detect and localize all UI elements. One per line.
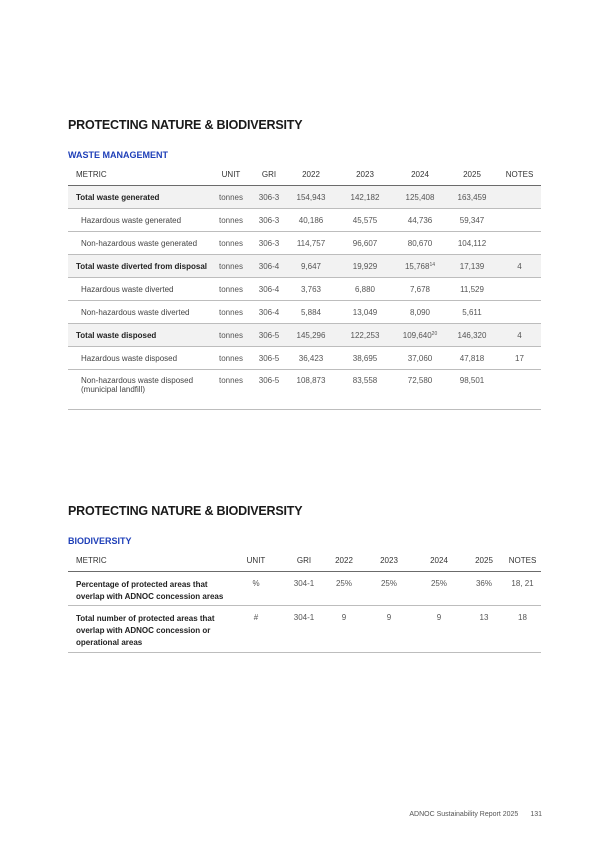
unit-cell-text: % — [252, 579, 260, 588]
value-2022-cell — [286, 255, 336, 278]
value-2023-cell — [336, 278, 394, 301]
gri-cell-text: 304-1 — [293, 579, 315, 588]
value-2023-cell — [336, 209, 394, 232]
value-2025-cell-text: 163,459 — [457, 192, 487, 202]
gri-cell-text: 306-3 — [258, 238, 280, 248]
metric-cell-text: Total waste disposed — [76, 330, 157, 340]
value-2024-cell-text: 44,736 — [407, 215, 433, 225]
metric-cell-text: Total waste diverted from disposal — [76, 261, 207, 271]
value-2024-cell-text: 72,580 — [407, 376, 433, 385]
value-2024-cell — [394, 278, 446, 301]
value-2024-cell — [394, 324, 446, 347]
unit-cell — [228, 606, 284, 653]
header-2023: 2023 — [364, 549, 414, 572]
value-2022-cell — [324, 606, 364, 653]
value-2023-cell — [336, 232, 394, 255]
gri-cell — [252, 347, 286, 370]
gri-cell-text: 306-3 — [258, 215, 280, 225]
unit-cell-text: tonnes — [218, 238, 244, 248]
value-2022-cell-text: 154,943 — [296, 192, 326, 202]
metric-cell-text: Total number of protected areas that overlap with ADNOC concession or operational areas — [76, 614, 215, 647]
value-2025-cell — [446, 370, 498, 410]
unit-cell — [228, 572, 284, 606]
unit-cell — [210, 301, 252, 324]
notes-cell — [498, 347, 541, 370]
notes-cell — [498, 301, 541, 324]
unit-cell-text: tonnes — [218, 353, 244, 363]
notes-cell-text: 18 — [518, 613, 527, 622]
value-2025-cell — [464, 572, 504, 606]
value-2025-cell-text: 47,818 — [459, 353, 485, 363]
value-2022-cell — [286, 347, 336, 370]
notes-cell-text: 4 — [517, 261, 522, 271]
metric-cell-text: Non-hazardous waste diverted — [81, 307, 190, 317]
value-2024-cell-text: 8,090 — [409, 307, 431, 317]
notes-cell — [498, 186, 541, 209]
gri-cell — [252, 232, 286, 255]
gri-cell-text: 306-4 — [258, 307, 280, 317]
value-2023-cell-text: 9 — [386, 613, 392, 622]
metric-cell-text: Percentage of protected areas that overlap with ADNOC concession areas — [76, 580, 224, 601]
notes-cell — [498, 209, 541, 232]
value-2022-cell-text: 25% — [335, 579, 352, 588]
value-2024-cell — [394, 347, 446, 370]
notes-cell — [498, 324, 541, 347]
metric-cell-text: Hazardous waste generated — [81, 215, 182, 225]
notes-cell-text: 18, 21 — [511, 579, 534, 588]
notes-cell — [498, 370, 541, 410]
unit-cell-text: tonnes — [218, 376, 244, 385]
header-2022: 2022 — [324, 549, 364, 572]
value-2023-cell-text: 45,575 — [352, 215, 378, 225]
header-2024: 2024 — [414, 549, 464, 572]
footnote-ref: 14 — [429, 261, 436, 268]
unit-cell-text: tonnes — [218, 215, 244, 225]
value-2024-cell — [414, 606, 464, 653]
table-row — [68, 232, 541, 255]
table-row — [68, 370, 541, 410]
unit-cell — [210, 347, 252, 370]
header-unit: UNIT — [210, 163, 252, 186]
header-2023: 2023 — [336, 163, 394, 186]
page-number: 131 — [530, 811, 542, 818]
table-row — [68, 278, 541, 301]
gri-cell — [284, 606, 324, 653]
metric-cell — [68, 255, 210, 278]
metric-cell — [68, 370, 210, 410]
notes-cell — [498, 255, 541, 278]
metric-cell — [68, 347, 210, 370]
gri-cell — [252, 255, 286, 278]
metric-cell-text: Non-hazardous waste disposed (municipal landfill) — [81, 376, 194, 394]
value-2024-cell — [394, 255, 446, 278]
metric-cell — [68, 186, 210, 209]
value-2023-cell — [336, 301, 394, 324]
report-name: ADNOC Sustainability Report 2025 — [409, 811, 519, 818]
table-row — [68, 255, 541, 278]
metric-cell — [68, 209, 210, 232]
value-2022-cell-text: 114,757 — [296, 238, 326, 248]
value-2022-cell-text: 145,296 — [296, 330, 326, 340]
unit-cell — [210, 278, 252, 301]
value-2023-cell-text: 122,253 — [350, 330, 380, 340]
gri-cell — [252, 278, 286, 301]
biodiversity-section — [68, 503, 541, 647]
value-2025-cell — [446, 232, 498, 255]
table-header-row — [68, 163, 541, 186]
metric-cell — [68, 232, 210, 255]
value-2025-cell — [464, 606, 504, 653]
header-metric: METRIC — [68, 549, 228, 572]
value-2023-cell — [336, 370, 394, 410]
value-2024-cell — [414, 572, 464, 606]
gri-cell — [252, 301, 286, 324]
gri-cell-text: 306-4 — [258, 261, 280, 271]
value-2023-cell-text: 96,607 — [352, 238, 378, 248]
gri-cell-text: 306-5 — [258, 353, 280, 363]
value-2022-cell — [286, 301, 336, 324]
table-row — [68, 324, 541, 347]
section-title: PROTECTING NATURE & BIODIVERSITY — [68, 118, 303, 132]
metric-cell-text: Total waste generated — [76, 192, 160, 202]
metric-cell-text: Hazardous waste diverted — [81, 284, 174, 294]
value-2022-cell-text: 3,763 — [300, 284, 322, 294]
unit-cell-text: # — [253, 613, 259, 622]
table-row — [68, 606, 541, 653]
value-2023-cell — [364, 572, 414, 606]
gri-cell-text: 304-1 — [293, 613, 315, 622]
value-2024-cell-text: 109,640 — [402, 330, 432, 340]
biodiversity-table — [68, 549, 541, 653]
value-2023-cell-text: 6,880 — [354, 284, 376, 294]
header-2022: 2022 — [286, 163, 336, 186]
value-2022-cell — [286, 186, 336, 209]
value-2025-cell-text: 17,139 — [459, 261, 485, 271]
value-2025-cell — [446, 186, 498, 209]
notes-cell — [504, 606, 541, 653]
section-subtitle: WASTE MANAGEMENT — [68, 150, 168, 160]
value-2025-cell-text: 59,347 — [459, 215, 485, 225]
notes-cell — [504, 572, 541, 606]
value-2025-cell-text: 5,611 — [462, 307, 482, 317]
value-2022-cell — [286, 232, 336, 255]
value-2025-cell — [446, 209, 498, 232]
metric-cell — [68, 324, 210, 347]
unit-cell — [210, 232, 252, 255]
unit-cell-text: tonnes — [218, 192, 244, 202]
value-2025-cell-text: 11,529 — [460, 284, 484, 294]
unit-cell-text: tonnes — [218, 284, 244, 294]
metric-cell — [68, 301, 210, 324]
gri-cell — [252, 209, 286, 232]
waste-table — [68, 163, 541, 410]
header-2025: 2025 — [464, 549, 504, 572]
value-2024-cell-text: 125,408 — [405, 192, 435, 202]
value-2022-cell-text: 40,186 — [298, 215, 324, 225]
header-gri: GRI — [284, 549, 324, 572]
value-2024-cell-text: 9 — [436, 613, 442, 622]
value-2024-cell-text: 80,670 — [407, 238, 433, 248]
value-2025-cell — [446, 324, 498, 347]
table-row — [68, 186, 541, 209]
value-2023-cell-text: 83,558 — [352, 376, 378, 385]
header-gri: GRI — [252, 163, 286, 186]
metric-cell — [68, 606, 228, 653]
value-2024-cell-text: 25% — [430, 579, 447, 588]
unit-cell — [210, 370, 252, 410]
value-2023-cell-text: 38,695 — [352, 353, 378, 363]
section-subtitle: BIODIVERSITY — [68, 536, 132, 546]
header-notes: NOTES — [498, 163, 541, 186]
unit-cell-text: tonnes — [218, 261, 244, 271]
value-2022-cell — [286, 278, 336, 301]
value-2022-cell-text: 36,423 — [298, 353, 324, 363]
gri-cell-text: 306-3 — [258, 192, 280, 202]
value-2022-cell — [324, 572, 364, 606]
value-2023-cell — [364, 606, 414, 653]
unit-cell — [210, 255, 252, 278]
value-2025-cell — [446, 278, 498, 301]
notes-cell — [498, 278, 541, 301]
section-title: PROTECTING NATURE & BIODIVERSITY — [68, 504, 303, 518]
value-2024-cell — [394, 370, 446, 410]
value-2023-cell-text: 19,929 — [352, 261, 378, 271]
value-2025-cell-text: 146,320 — [457, 330, 487, 340]
value-2024-cell-text: 37,060 — [407, 353, 433, 363]
unit-cell-text: tonnes — [218, 330, 244, 340]
unit-cell — [210, 324, 252, 347]
value-2022-cell-text: 5,884 — [300, 307, 322, 317]
table-row — [68, 347, 541, 370]
value-2022-cell — [286, 209, 336, 232]
page-footer — [409, 811, 542, 818]
waste-section — [68, 117, 541, 394]
metric-cell — [68, 278, 210, 301]
value-2022-cell — [286, 370, 336, 410]
metric-cell-text: Non-hazardous waste generated — [81, 238, 198, 248]
unit-cell — [210, 186, 252, 209]
value-2023-cell-text: 25% — [380, 579, 397, 588]
metric-cell — [68, 572, 228, 606]
unit-cell-text: tonnes — [218, 307, 244, 317]
gri-cell — [252, 370, 286, 410]
table-header-row — [68, 549, 541, 572]
value-2025-cell — [446, 301, 498, 324]
value-2025-cell — [446, 347, 498, 370]
notes-cell-text: 17 — [515, 353, 524, 363]
value-2025-cell-text: 13 — [479, 613, 489, 622]
value-2022-cell-text: 108,873 — [296, 376, 326, 385]
footnote-ref: 20 — [431, 330, 438, 337]
metric-cell-text: Hazardous waste disposed — [81, 353, 178, 363]
table-row — [68, 572, 541, 606]
value-2023-cell — [336, 324, 394, 347]
gri-cell — [284, 572, 324, 606]
value-2023-cell-text: 13,049 — [352, 307, 378, 317]
value-2025-cell-text: 104,112 — [457, 238, 487, 248]
value-2025-cell-text: 98,501 — [459, 376, 485, 385]
gri-cell — [252, 186, 286, 209]
gri-cell-text: 306-5 — [258, 330, 280, 340]
value-2023-cell-text: 142,182 — [350, 192, 380, 202]
header-metric: METRIC — [68, 163, 210, 186]
value-2022-cell-text: 9 — [341, 613, 347, 622]
value-2023-cell — [336, 255, 394, 278]
value-2024-cell — [394, 232, 446, 255]
value-2023-cell — [336, 186, 394, 209]
header-2025: 2025 — [446, 163, 498, 186]
gri-cell-text: 306-4 — [258, 284, 280, 294]
header-notes: NOTES — [504, 549, 541, 572]
value-2024-cell — [394, 209, 446, 232]
header-2024: 2024 — [394, 163, 446, 186]
notes-cell-text: 4 — [517, 330, 522, 340]
table-row — [68, 301, 541, 324]
table-row — [68, 209, 541, 232]
value-2024-cell — [394, 301, 446, 324]
value-2023-cell — [336, 347, 394, 370]
header-unit: UNIT — [228, 549, 284, 572]
unit-cell — [210, 209, 252, 232]
value-2022-cell — [286, 324, 336, 347]
gri-cell-text: 306-5 — [258, 376, 280, 385]
value-2024-cell-text: 7,678 — [409, 284, 431, 294]
notes-cell — [498, 232, 541, 255]
value-2022-cell-text: 9,647 — [300, 261, 322, 271]
gri-cell — [252, 324, 286, 347]
value-2024-cell-text: 15,768 — [404, 261, 430, 271]
value-2025-cell-text: 36% — [475, 579, 492, 588]
value-2025-cell — [446, 255, 498, 278]
value-2024-cell — [394, 186, 446, 209]
